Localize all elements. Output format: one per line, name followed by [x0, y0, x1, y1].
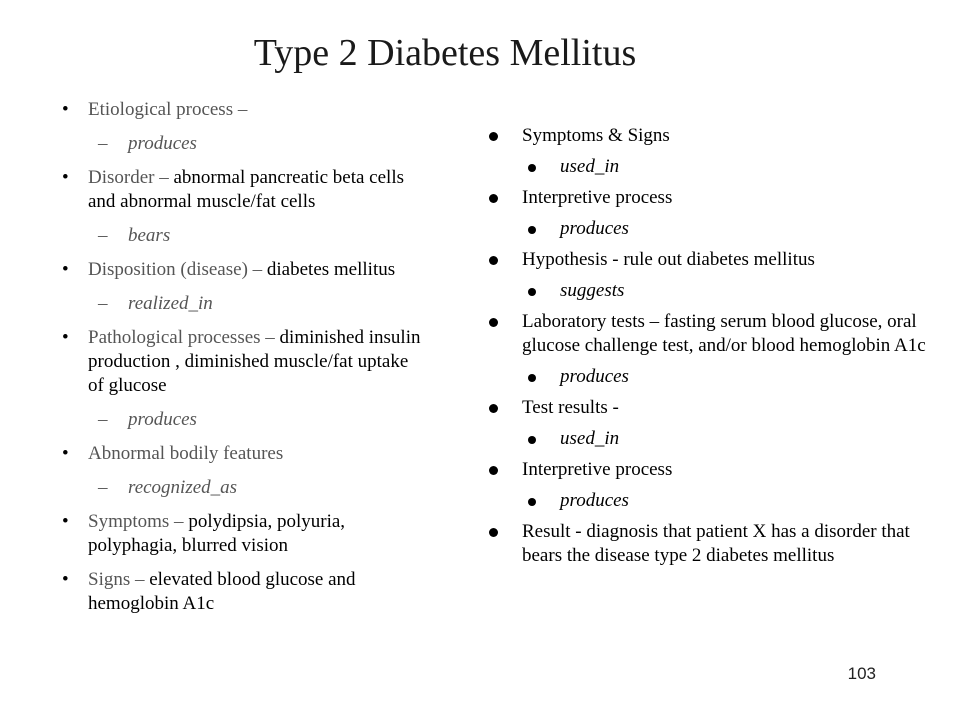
item-lead: Pathological processes –: [88, 327, 275, 348]
right-subitem: [488, 155, 943, 179]
right-item: [488, 248, 943, 272]
bullet-icon: •: [62, 259, 69, 280]
bullet-icon: [489, 528, 498, 537]
bullet-icon: [528, 164, 536, 172]
right-item: [488, 186, 943, 210]
right-item: [488, 396, 943, 420]
item-text: produces: [560, 366, 629, 387]
left-item: [62, 326, 422, 398]
bullet-icon: •: [62, 327, 69, 348]
slide-title: Type 2 Diabetes Mellitus: [253, 32, 637, 74]
left-item: [62, 568, 422, 616]
right-subitem: [488, 427, 943, 451]
left-column: [62, 98, 422, 616]
item-rest: diminished insulin production , diminished muscle/fat uptake of glucose: [88, 327, 421, 396]
right-subitem: [488, 217, 943, 241]
dash-icon: –: [98, 225, 108, 246]
item-text: produces: [560, 218, 629, 239]
item-text: Interpretive process: [522, 187, 673, 208]
right-subitem: [488, 489, 943, 513]
right-item: [488, 310, 943, 358]
item-text: Symptoms & Signs: [522, 125, 670, 146]
item-text: produces: [128, 133, 197, 154]
bullet-icon: •: [62, 167, 69, 188]
bullet-icon: [489, 132, 498, 141]
bullet-icon: •: [62, 99, 69, 120]
item-lead: Abnormal bodily features: [88, 443, 284, 464]
right-item: [488, 124, 943, 148]
left-item: [62, 98, 422, 122]
item-rest: abnormal pancreatic beta cells and abnormal muscle/fat cells: [88, 167, 404, 212]
dash-icon: –: [98, 409, 108, 430]
right-item: [488, 520, 943, 568]
left-item: [62, 258, 422, 282]
bullet-icon: [528, 436, 536, 444]
right-column: [488, 124, 943, 568]
item-text: realized_in: [128, 293, 213, 314]
left-subitem: [62, 292, 422, 316]
item-lead: Signs –: [88, 569, 145, 590]
right-item: [488, 458, 943, 482]
item-text: produces: [128, 409, 197, 430]
item-lead: Symptoms –: [88, 511, 184, 532]
dash-icon: –: [98, 133, 108, 154]
left-item: [62, 166, 422, 214]
left-subitem: [62, 132, 422, 156]
item-text: Laboratory tests – fasting serum blood glucose, oral glucose challenge test, and/or blood hemoglobin A1c: [522, 311, 926, 356]
right-subitem: [488, 365, 943, 389]
right-subitem: [488, 279, 943, 303]
item-text: Result - diagnosis that patient X has a disorder that bears the disease type 2 diabetes mellitus: [522, 521, 910, 566]
item-lead: Etiological process –: [88, 99, 248, 120]
item-text: bears: [128, 225, 171, 246]
bullet-icon: •: [62, 511, 69, 532]
item-lead: Disposition (disease) –: [88, 259, 263, 280]
bullet-icon: [489, 466, 498, 475]
item-text: suggests: [560, 280, 625, 301]
dash-icon: –: [98, 293, 108, 314]
item-text: Interpretive process: [522, 459, 673, 480]
bullet-icon: [528, 498, 536, 506]
bullet-icon: [489, 404, 498, 413]
bullet-icon: •: [62, 569, 69, 590]
left-item: [62, 442, 422, 466]
item-rest: diabetes mellitus: [262, 259, 396, 280]
item-rest: elevated blood glucose and hemoglobin A1c: [88, 569, 356, 614]
bullet-icon: [489, 318, 498, 327]
item-text: produces: [560, 490, 629, 511]
left-subitem: [62, 224, 422, 248]
left-subitem: [62, 476, 422, 500]
item-rest: polydipsia, polyuria, polyphagia, blurred vision: [88, 511, 346, 556]
bullet-icon: [528, 288, 536, 296]
left-subitem: [62, 408, 422, 432]
item-text: used_in: [560, 156, 620, 177]
bullet-icon: [489, 194, 498, 203]
page-number: 103: [847, 664, 876, 683]
item-text: recognized_as: [128, 477, 238, 498]
left-item: [62, 510, 422, 558]
bullet-icon: •: [62, 443, 69, 464]
item-text: Test results -: [522, 397, 619, 418]
dash-icon: –: [98, 477, 108, 498]
item-text: Hypothesis - rule out diabetes mellitus: [522, 249, 815, 270]
bullet-icon: [489, 256, 498, 265]
item-lead: Disorder –: [88, 167, 169, 188]
bullet-icon: [528, 374, 536, 382]
bullet-icon: [528, 226, 536, 234]
item-text: used_in: [560, 428, 620, 449]
